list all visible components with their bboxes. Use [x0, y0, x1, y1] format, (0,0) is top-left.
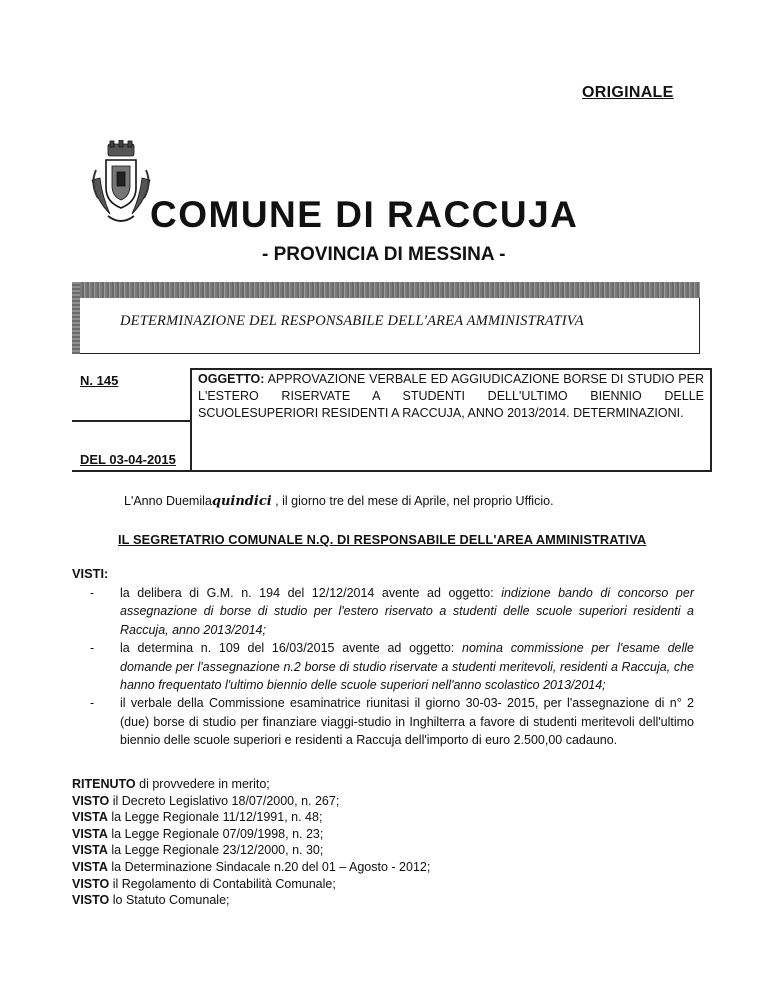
premise-text: la Legge Regionale 07/09/1998, n. 23; — [107, 826, 324, 841]
province-subtitle: - PROVINCIA DI MESSINA - — [262, 244, 506, 265]
premise-line — [72, 892, 430, 909]
premise-line — [72, 842, 430, 859]
premise-text: la Legge Regionale 23/12/2000, n. 30; — [107, 843, 324, 858]
table-border — [190, 368, 712, 370]
table-border — [710, 368, 712, 472]
municipality-title: COMUNE DI RACCUJA — [150, 194, 579, 235]
list-item-text: la determina n. 109 del 16/03/2015 avente ad oggetto: — [120, 641, 462, 656]
premise-key: VISTO — [72, 876, 110, 891]
list-item — [90, 584, 694, 639]
municipal-crest-icon — [88, 140, 154, 228]
determination-title: DETERMINAZIONE DEL RESPONSABILE DELL'AREA AMMINISTRATIVA — [120, 313, 584, 329]
list-item-italic: indizione bando di concorso per assegnazione di borse di studio per l'estero riservato a studenti delle scuole superiori residenti a Raccuja, anno 2013/2014; — [120, 586, 694, 637]
table-border — [72, 420, 190, 422]
premise-line — [72, 826, 430, 843]
subject-label: OGGETTO: — [198, 372, 265, 386]
premise-key: VISTO — [72, 893, 110, 908]
intro-prefix: L'Anno Duemila — [124, 494, 212, 508]
premise-text: lo Statuto Comunale; — [109, 893, 230, 908]
premise-text: di provvedere in merito; — [135, 777, 270, 791]
list-item — [90, 694, 694, 749]
list-dash: - — [90, 586, 95, 600]
table-border — [190, 368, 192, 472]
list-dash: - — [90, 696, 95, 711]
list-item-text: il verbale della Commissione esaminatrice riunitasi il giorno 30-03- 2015, per l'assegnazione di n° 2 (due) borse di studio per finanziare viaggi-studio in Inghilterra a favore di studenti meritevoli dell'ultimo biennio delle scuole superiori e residenti a Raccuja dell'importo di euro 2.500,00 cadauno. — [120, 696, 694, 748]
intro-sentence — [124, 494, 554, 509]
premise-line — [72, 809, 430, 826]
subject-text: APPROVAZIONE VERBALE ED AGGIUDICAZIONE BORSE DI STUDIO PER L'ESTERO RISERVATE A STUDENTI DELL'ULTIMO BIENNIO DELLE SCUOLESUPERIORI RESIDENTI A RACCUJA, ANNO 2013/2014. DETERMINAZIONI. — [198, 372, 704, 420]
record-subject — [198, 371, 704, 422]
list-dash: - — [90, 641, 95, 656]
premise-key: RITENUTO — [72, 777, 136, 791]
record-number: N. 145 — [80, 373, 119, 388]
premise-text: la Determinazione Sindacale n.20 del 01 – Agosto - 2012; — [107, 859, 431, 874]
visti-heading: VISTI: — [72, 566, 109, 581]
record-table — [72, 368, 712, 472]
premise-line — [72, 776, 430, 793]
premise-key: VISTA — [72, 810, 108, 825]
signatory-heading: IL SEGRETATRIO COMUNALE N.Q. DI RESPONSABILE DELL'AREA AMMINISTRATIVA — [118, 532, 647, 547]
premise-text: la Legge Regionale 11/12/1991, n. 48; — [107, 810, 323, 825]
document-status: ORIGINALE — [582, 84, 674, 101]
premise-line — [72, 793, 430, 810]
visti-list — [90, 584, 694, 750]
list-item — [90, 639, 694, 694]
banner-side-texture — [72, 282, 80, 354]
record-date: DEL 03-04-2015 — [80, 452, 176, 467]
premise-key: VISTO — [72, 793, 110, 808]
banner-top-texture — [72, 282, 700, 298]
premise-text: il Regolamento di Contabilità Comunale; — [109, 876, 336, 891]
premise-key: VISTA — [72, 859, 108, 874]
premise-line — [72, 859, 430, 876]
premise-text: il Decreto Legislativo 18/07/2000, n. 267; — [109, 793, 340, 808]
premises-list — [72, 776, 430, 909]
premise-line — [72, 876, 430, 893]
list-item-text: la delibera di G.M. n. 194 del 12/12/2014 avente ad oggetto: — [120, 586, 502, 600]
premise-key: VISTA — [72, 826, 108, 841]
list-item-italic: nomina commissione per l'esame delle domande per l'assegnazione n.2 borse di studio riservate a studenti meritevoli, residenti a Raccuja, che hanno frequentato l'ultimo biennio delle scuole superiori nell'anno scolastico 2013/2014; — [120, 641, 694, 693]
intro-suffix: , il giorno tre del mese di Aprile, nel proprio Ufficio. — [271, 494, 554, 508]
table-border — [72, 470, 712, 472]
premise-key: VISTA — [72, 843, 108, 858]
handwritten-year: quindici — [211, 494, 272, 509]
